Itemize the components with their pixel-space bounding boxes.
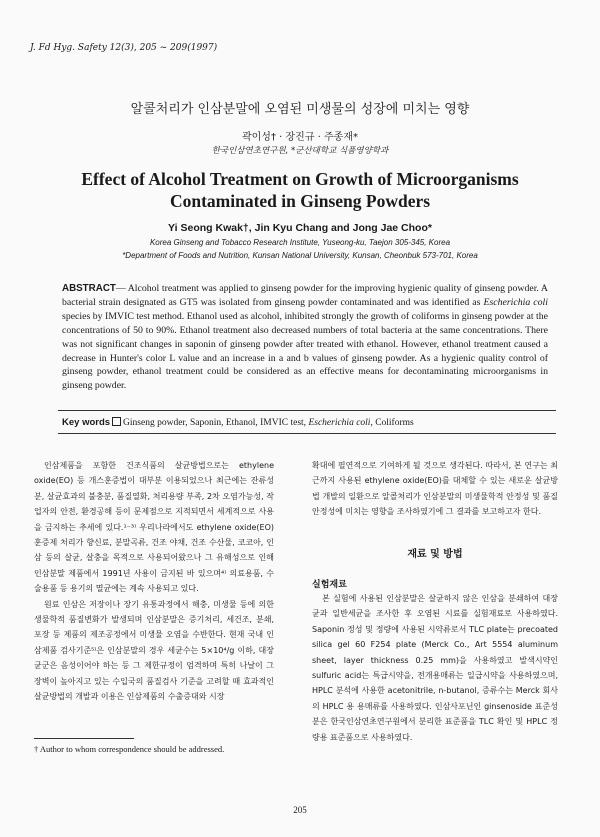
footnote: † Author to whom correspondence should be addressed.	[34, 744, 225, 754]
keywords-species: Escherichia coli	[308, 418, 371, 428]
footnote-rule	[34, 738, 134, 739]
english-affiliation-2: *Department of Foods and Nutrition, Kunsan National University, Kunsan, Cheonbuk 573-701, Korea	[122, 251, 478, 260]
english-title-line2: Contaminated in Ginseng Powders	[169, 191, 431, 211]
keywords-bottom-rule	[58, 433, 556, 434]
left-column	[34, 458, 274, 705]
left-paragraph-2: 원료 인삼은 저장이나 장기 유통과정에서 해충, 미생물 등에 의한 생물학적 품질변화가 발생되며 인삼분말은 증기처리, 세건조, 분쇄, 포장 등 제품의 제조공정에서 미생물 오염을 수반한다. 현재 국내 인삼제품 검사기준⁵⁾은 인삼분말의 경우 세균수는 5×10⁴/g 이하, 대장균군은 음성이어야 하는 등 그 제한규정이 엄격하며 특히 나날이 그 장벽이 높아지고 있는 수입국의 품질검사 기준을 고려할 때 효과적인 살균방법의 개발과 이용은 인삼제품의 수출증대와 시장	[34, 599, 274, 702]
english-affiliation-1: Korea Ginseng and Tobacco Research Institute, Yuseong-ku, Taejon 305-345, Korea	[149, 238, 451, 247]
keywords-label: Key words	[62, 417, 111, 428]
abstract-species: Escherichia coli	[483, 296, 548, 308]
left-paragraph-1: 인삼제품을 포함한 건조식품의 살균방법으로는 ethylene oxide(EO) 등 개스훈증법이 대부분 이용되었으나 최근에는 잔류성분, 살균효과의 불충분, 품질열화, 처리용량 부족, 2차 오염가능성, 작업자의 안전, 환경공해 등이 문제점으로 지적되면서 세계적으로 사용을 금지하는 추세에 있다.¹⁻³⁾ 우리나라에서도 ethylene oxide(EO) 훈증제 처리가 향신료, 분말곡류, 건조 야채, 건조 수산물, 코코아, 인삼 등의 살균, 살충을 목적으로 사용되어왔으나 그 유해성으로 인해 인삼분말 제품에서 1991년 사용이 금지된 바 있으며⁴⁾ 의료용품, 수술용품 등 용기의 멸균에는 계속 사용되고 있다.	[34, 461, 274, 594]
page-number: 205	[293, 805, 307, 815]
right-column-bottom	[312, 591, 558, 745]
english-authors: Yi Seong Kwak†, Jin Kyu Chang and Jong Jae Choo*	[168, 222, 432, 234]
abstract-label: ABSTRACT	[62, 283, 116, 294]
right-paragraph-2: 본 실험에 사용된 인삼분말은 살균하지 않은 인삼을 분쇄하여 대장균과 일반세균을 조사한 후 오염된 시료를 실험재료로 사용하였다. Saponin 정성 및 정량에 사용된 시약류로서 TLC plate는 precoated silica gel 60 F254 plate (Merck Co., Art 5554 aluminum sheet, layer thickness 0.25 mm)을 사용하였고 발색시약인 sulfuric acid는 특급시약을, 전개용매류는 일급시약을 사용하였으며, HPLC 분석에 사용한 acetonitrile, n-butanol, 증류수는 Merck 회사의 HPLC 용 용매류를 사용하였다. 인삼사포닌인 ginsenoside 표준성분은 한국인삼연초연구원에서 분리한 표준품을 TLC 확인 및 HPLC 정량용 표준품으로 사용하였다.	[312, 594, 558, 742]
english-title	[0, 168, 600, 212]
abstract-text-1: — Alcohol treatment was applied to ginseng powder for the improving hygienic quality of ginseng powder. A bacterial strain designated as GT5 was isolated from ginseng powder contaminated and was identified as	[62, 283, 548, 308]
subsection-title: 실험재료	[312, 580, 347, 590]
korean-authors: 곽이성† · 장진규 · 주종재*	[241, 132, 358, 143]
keywords-top-rule	[58, 410, 556, 411]
keywords-text-2: , Coliforms	[370, 418, 414, 428]
abstract	[62, 282, 548, 393]
keywords	[62, 417, 552, 428]
keywords-text-1: Ginseng powder, Saponin, Ethanol, IMVIC test,	[123, 418, 309, 428]
section-title: 재료 및 방법	[407, 549, 463, 560]
abstract-text-2: species by IMVIC test method. Ethanol used as alcohol, inhibited strongly the growth of coliforms in ginseng powder at the concentrations of 50 to 90%. Ethanol treatment also decreased numbers of total bacteria at the same concentrations. There was not significant changes in saponin of ginseng powder after treated with ethanol. However, ethanol treatment caused a decrease in Hunter's color L value and an increase in a and b values of ginseng powder. As a hygienic quality control of ginseng powder, ethanol treatment could be considered as an effective means for decontaminating microorganisms in ginseng powder.	[62, 310, 548, 392]
right-column-top	[312, 458, 558, 520]
korean-title: 알콜처리가 인삼분말에 오염된 미생물의 성장에 미치는 영향	[130, 102, 470, 117]
checkbox-icon	[112, 417, 121, 426]
journal-citation: J. Fd Hyg. Safety 12(3), 205 ~ 209(1997)	[30, 43, 218, 53]
english-title-line1: Effect of Alcohol Treatment on Growth of Microorganisms	[81, 169, 519, 189]
korean-affiliation: 한국인삼연초연구원, *군산대학교 식품영양학과	[211, 146, 389, 156]
right-paragraph-1: 확대에 필연적으로 기여하게 될 것으로 생각된다. 따라서, 본 연구는 최근까지 사용된 ethylene oxide(EO)를 대체할 수 있는 새로운 살균방법 개발의 일환으로 알콜처리가 인삼분말의 미생물학적 안정성 및 품질안정성에 미치는 영향을 조사하였기에 그 결과를 보고하고자 한다.	[312, 461, 558, 517]
